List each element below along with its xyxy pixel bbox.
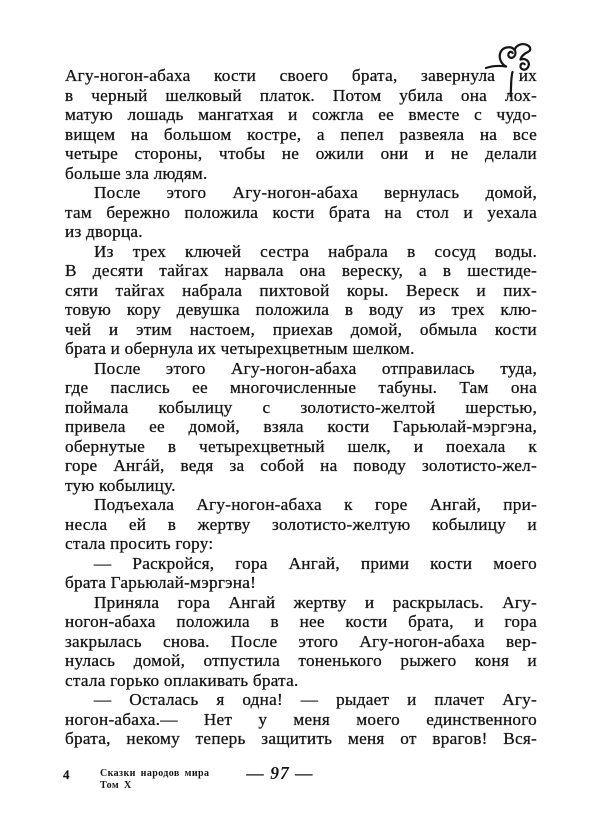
series-title-line2: Том X <box>100 780 132 791</box>
text-line: стала просить гору: <box>65 534 214 553</box>
text-line: где паслись ее многочисленные табуны. Там она <box>65 378 537 397</box>
text-line: ногон-абаха.— Нет у меня моего единственного <box>65 709 537 729</box>
text-line: четыре стороны, чтобы не ожили они и не делали <box>65 144 537 163</box>
text-line: Подъехала Агу-ногон-абаха к горе Ангай, при- <box>94 495 537 514</box>
text-line: сяти тайгах набрала пихтовой коры. Вереск и пих- <box>65 280 537 300</box>
text-line: больше зла людям. <box>65 163 208 183</box>
paragraph <box>65 66 537 183</box>
text-block <box>65 66 537 749</box>
text-line: обернутые в четырехцветный шелк, и поехала к <box>65 436 537 456</box>
text-line: брата, некому теперь защитить меня от врагов! Вся- <box>65 729 537 748</box>
text-line: — Раскройся, гора Ангай, прими кости моего <box>94 553 537 573</box>
text-line: горе Ангáй, ведя за собой на поводу золотисто-жел- <box>65 456 537 475</box>
text-line: брата и обернула их четырехцветным шелком. <box>65 339 415 358</box>
text-line: брата Гарьюлай-мэргэна! <box>65 573 257 592</box>
text-line: Приняла гора Ангай жертву и раскрылась. Агу- <box>94 592 537 612</box>
paragraph <box>65 242 537 359</box>
text-line: матую лошадь мангатхая и сожгла ее вместе с чудо- <box>65 105 537 124</box>
text-line: несла ей в жертву золотисто-желтую кобылицу и <box>65 514 537 534</box>
paragraph <box>65 690 537 749</box>
text-line: — Осталась я одна! — рыдает и плачет Агу- <box>94 690 537 709</box>
text-line: тую кобылицу. <box>65 475 176 495</box>
text-line: стала горько оплакивать брата. <box>65 670 299 690</box>
paragraph <box>65 554 537 593</box>
page-number: — 97 — <box>246 763 314 783</box>
text-line: Из трех ключей сестра набрала в сосуд воды. <box>94 241 537 261</box>
footer <box>0 763 600 803</box>
paragraph <box>65 359 537 496</box>
text-line: ногон-абаха положила в нее кости брата, и гора <box>65 612 537 631</box>
text-line: После этого Агу-ногон-абаха вернулась домой, <box>94 183 537 202</box>
paragraph <box>65 495 537 554</box>
text-line: там бережно положила кости брата на стол и уехала <box>65 202 537 222</box>
text-line: После этого Агу-ногон-абаха отправилась туда, <box>94 358 537 378</box>
text-line: вищем на большом костре, а пепел развеяла на все <box>65 124 537 144</box>
series-title-line1: Сказки народов мира <box>100 768 210 779</box>
text-line: привела ее домой, взяла кости Гарьюлай-мэргэна, <box>65 417 537 436</box>
text-line: в черный шелковый платок. Потом убила она лох- <box>65 85 537 105</box>
signature-number: 4 <box>63 767 70 782</box>
text-line: товую кору девушка положила в воду из трех клю- <box>65 300 537 319</box>
text-line: нулась домой, отпустила тоненького рыжего коня и <box>65 651 537 670</box>
text-line: закрылась снова. После этого Агу-ногон-абаха вер- <box>65 631 537 651</box>
text-line: чей и этим настоем, приехав домой, обмыла кости <box>65 319 537 339</box>
text-line: поймала кобылицу с золотисто-желтой шерстью, <box>65 397 537 417</box>
text-line: В десяти тайгах нарвала она вереску, а в шестиде- <box>65 261 537 280</box>
text-line: Агу-ногон-абаха кости своего брата, завернула их <box>65 66 537 85</box>
paragraph <box>65 183 537 242</box>
paragraph <box>65 593 537 691</box>
text-line: из дворца. <box>65 222 143 241</box>
